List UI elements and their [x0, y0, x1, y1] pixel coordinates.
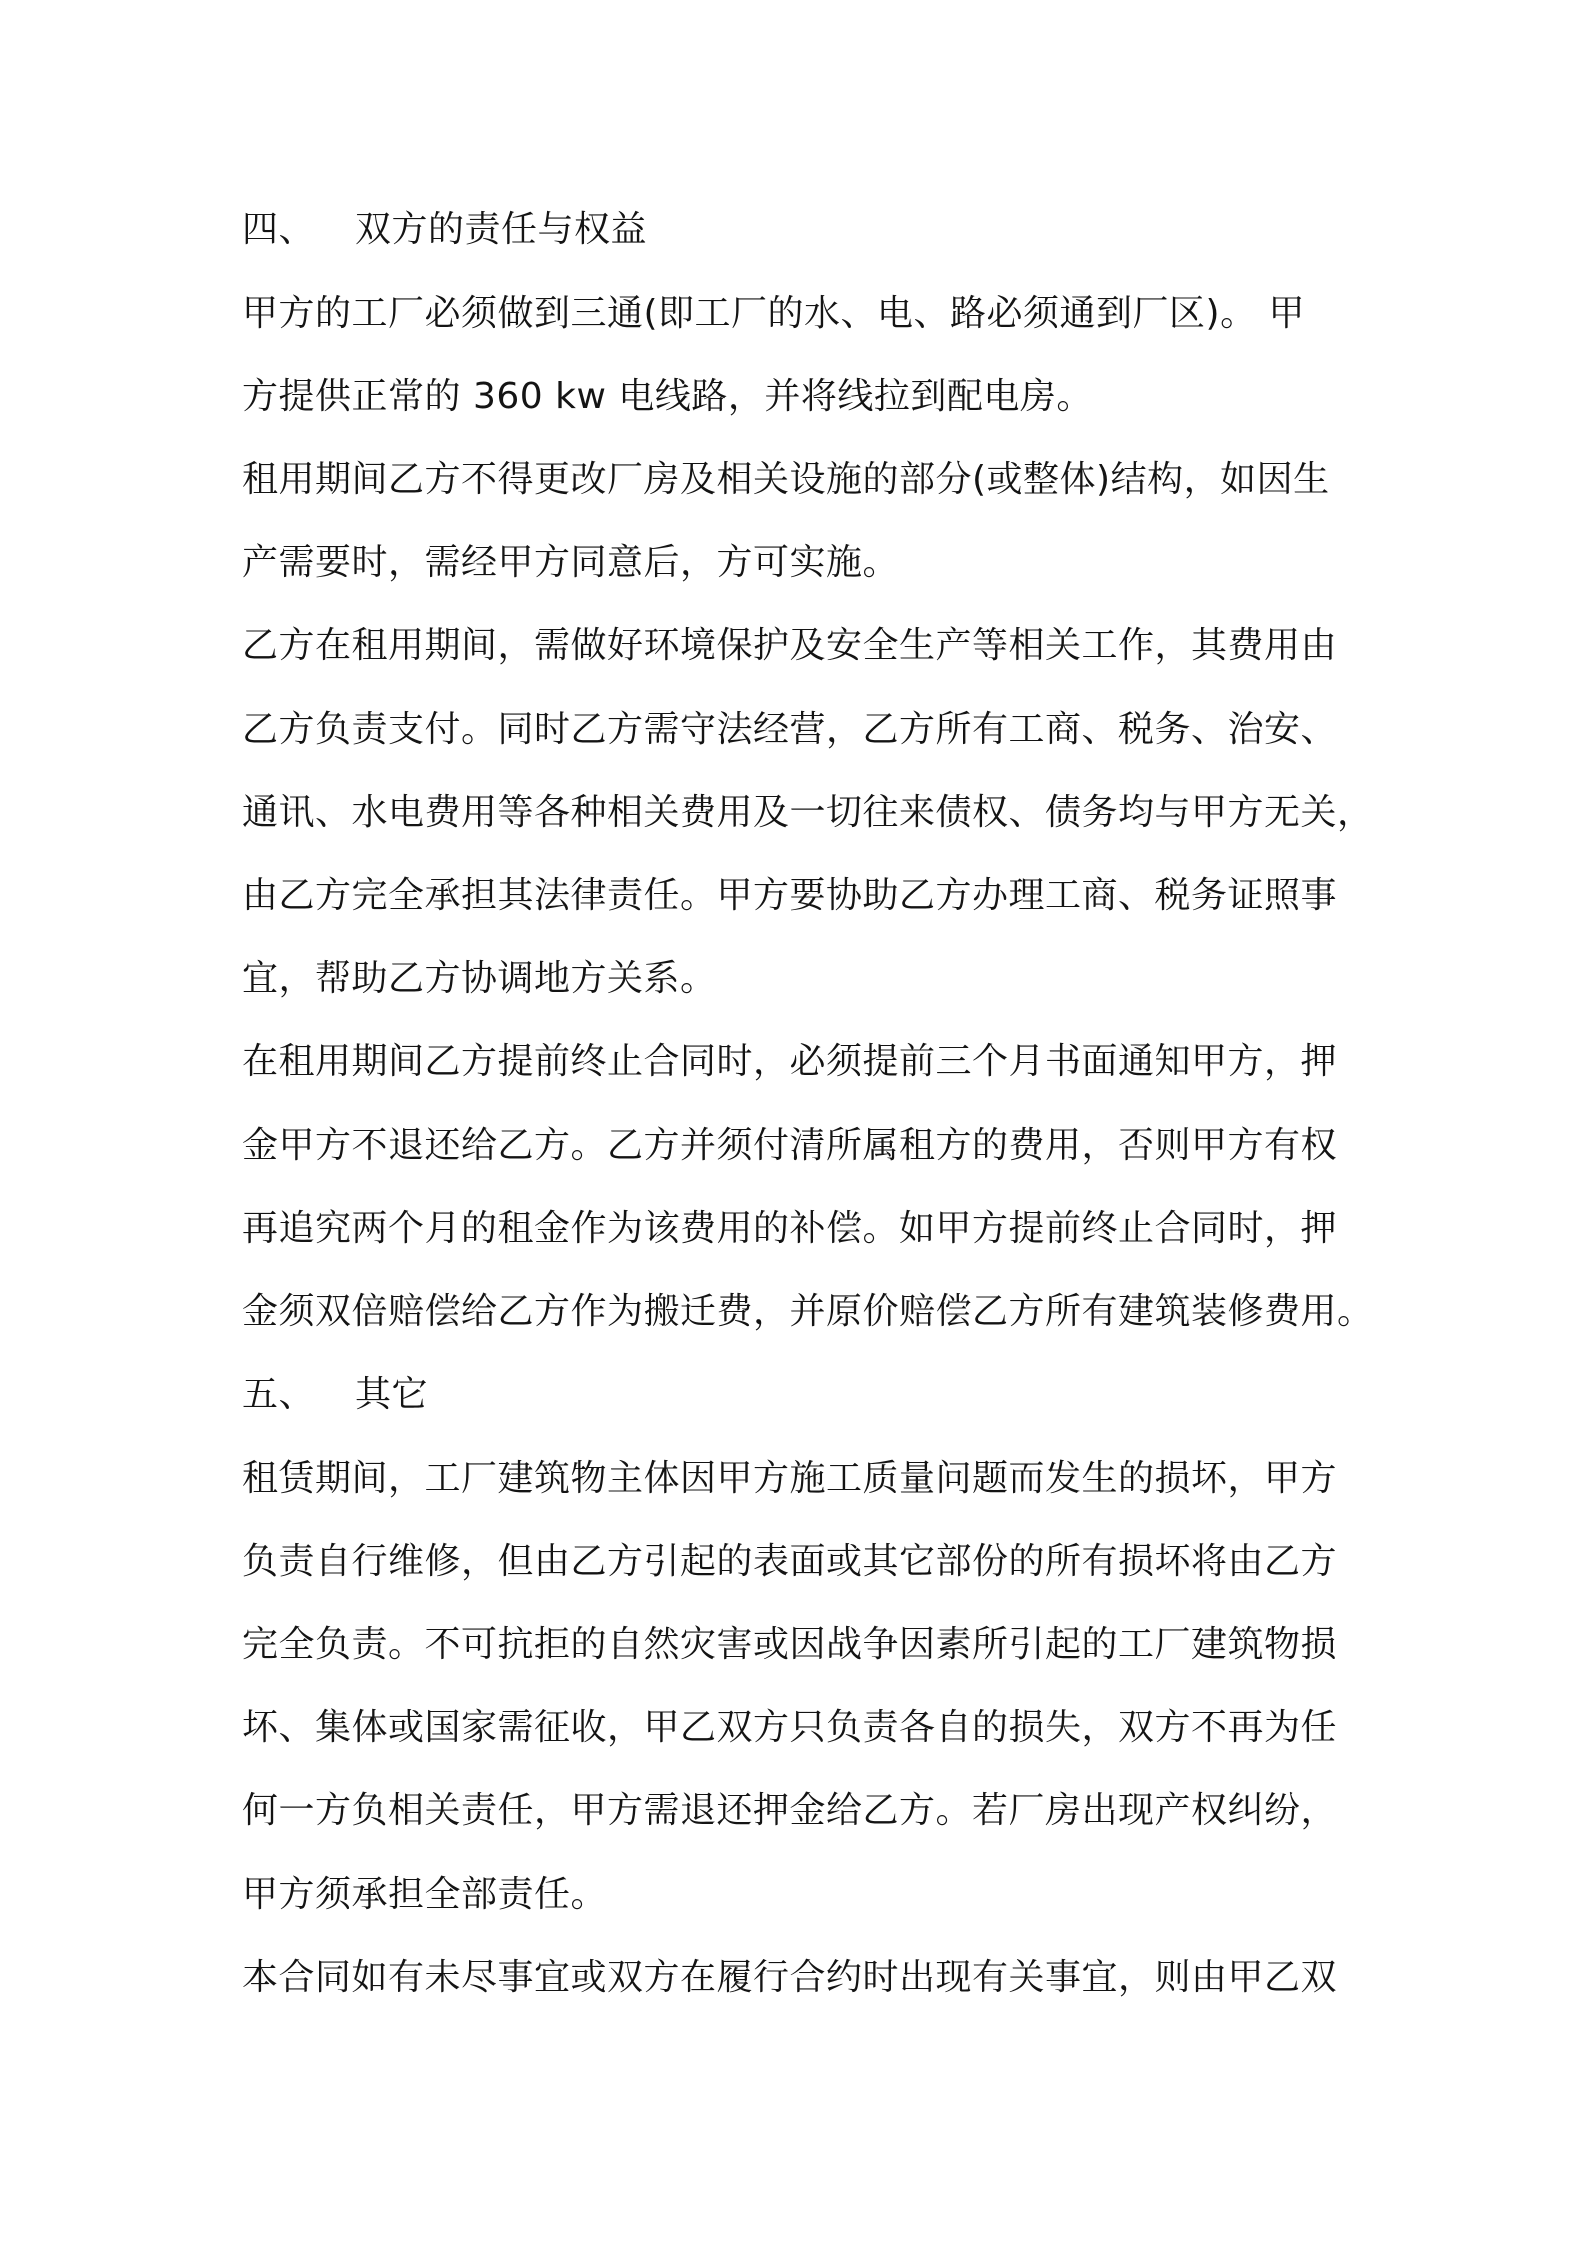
paragraph-line: 由乙方完全承担其法律责任。甲方要协助乙方办理工商、税务证照事	[242, 875, 1338, 916]
paragraph-line: 通讯、水电费用等各种相关费用及一切往来债权、债务均与甲方无关，	[242, 792, 1374, 833]
paragraph-line: 租用期间乙方不得更改厂房及相关设施的部分(或整体)结构，如因生	[242, 459, 1330, 500]
paragraph-line: 再追究两个月的租金作为该费用的补偿。如甲方提前终止合同时，押	[242, 1208, 1338, 1249]
paragraph-line: 在租用期间乙方提前终止合同时，必须提前三个月书面通知甲方，押	[242, 1041, 1338, 1082]
section-title: 双方的责任与权益	[355, 209, 648, 250]
paragraph-line: 金须双倍赔偿给乙方作为搬迁费，并原价赔偿乙方所有建筑装修费用。	[242, 1291, 1374, 1332]
paragraph-line: 负责自行维修，但由乙方引起的表面或其它部份的所有损坏将由乙方	[242, 1541, 1338, 1582]
paragraph-line: 本合同如有未尽事宜或双方在履行合约时出现有关事宜，则由甲乙双	[242, 1957, 1338, 1998]
paragraph-line: 金甲方不退还给乙方。乙方并须付清所属租方的费用，否则甲方有权	[242, 1125, 1338, 1166]
section-number: 五、	[242, 1374, 316, 1415]
paragraph-line: 宜，帮助乙方协调地方关系。	[242, 958, 717, 999]
paragraph-line: 乙方在租用期间，需做好环境保护及安全生产等相关工作，其费用由	[242, 625, 1338, 666]
section-number: 四、	[242, 209, 316, 250]
paragraph-line: 何一方负相关责任，甲方需退还押金给乙方。若厂房出现产权纠纷，	[242, 1790, 1338, 1831]
paragraph-line: 产需要时，需经甲方同意后，方可实施。	[242, 542, 900, 583]
paragraph-line: 完全负责。不可抗拒的自然灾害或因战争因素所引起的工厂建筑物损	[242, 1624, 1338, 1665]
paragraph-line: 甲方的工厂必须做到三通(即工厂的水、电、路必须通到厂区)。 甲	[242, 293, 1306, 334]
section-heading-4	[242, 206, 647, 254]
paragraph-line: 乙方负责支付。同时乙方需守法经营，乙方所有工商、税务、治安、	[242, 709, 1338, 750]
paragraph-line: 坏、集体或国家需征收，甲乙双方只负责各自的损失，双方不再为任	[242, 1707, 1338, 1748]
paragraph-line: 甲方须承担全部责任。	[242, 1874, 608, 1915]
section-heading-5	[242, 1371, 428, 1419]
paragraph-line: 方提供正常的 360 kw 电线路，并将线拉到配电房。	[242, 376, 1093, 417]
paragraph-line: 租赁期间，工厂建筑物主体因甲方施工质量问题而发生的损坏，甲方	[242, 1458, 1338, 1499]
section-title: 其它	[355, 1374, 429, 1415]
